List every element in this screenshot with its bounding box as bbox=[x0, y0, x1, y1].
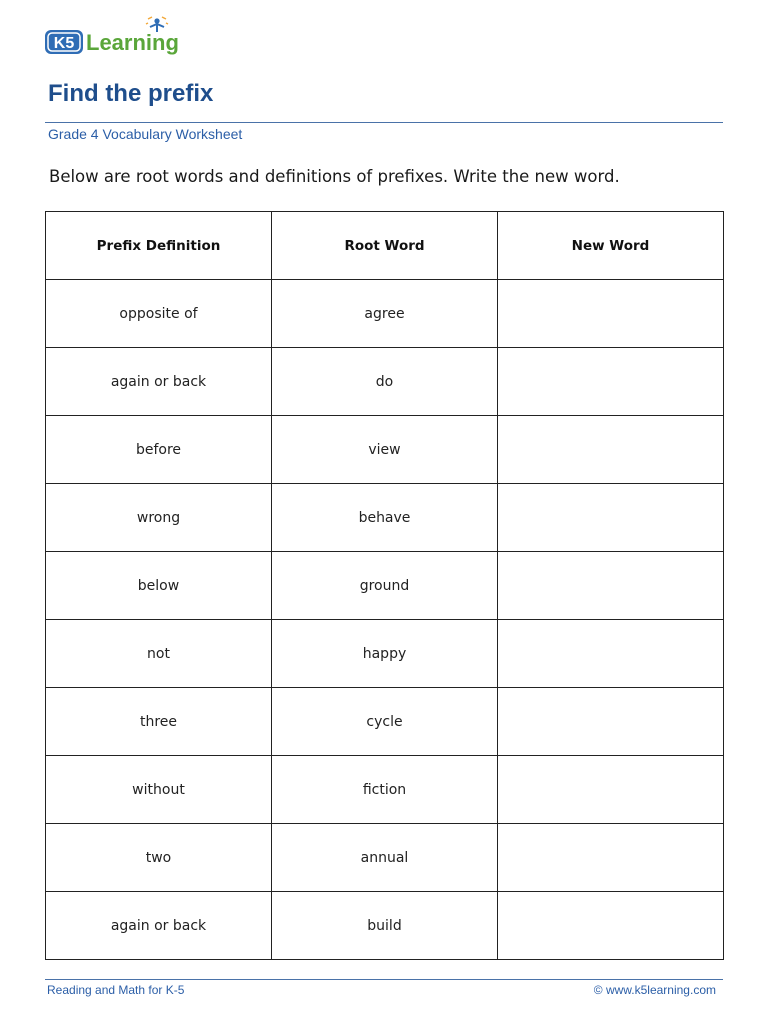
prefix-table bbox=[45, 211, 724, 960]
prefix-definition-cell: before bbox=[46, 416, 272, 484]
prefix-definition-cell: opposite of bbox=[46, 280, 272, 348]
prefix-definition-cell: again or back bbox=[46, 348, 272, 416]
root-word-cell: build bbox=[272, 892, 498, 960]
prefix-definition-cell: two bbox=[46, 824, 272, 892]
table-row bbox=[46, 892, 724, 960]
root-word-cell: ground bbox=[272, 552, 498, 620]
page-title: Find the prefix bbox=[48, 80, 214, 107]
prefix-definition-cell: again or back bbox=[46, 892, 272, 960]
prefix-definition-cell: three bbox=[46, 688, 272, 756]
column-header-root-word: Root Word bbox=[272, 212, 498, 280]
new-word-answer-cell[interactable] bbox=[498, 688, 724, 756]
new-word-answer-cell[interactable] bbox=[498, 484, 724, 552]
prefix-definition-cell: wrong bbox=[46, 484, 272, 552]
root-word-cell: happy bbox=[272, 620, 498, 688]
root-word-cell: cycle bbox=[272, 688, 498, 756]
svg-text:Learning: Learning bbox=[86, 30, 179, 55]
new-word-answer-cell[interactable] bbox=[498, 348, 724, 416]
new-word-answer-cell[interactable] bbox=[498, 280, 724, 348]
root-word-cell: behave bbox=[272, 484, 498, 552]
new-word-answer-cell[interactable] bbox=[498, 416, 724, 484]
table-row bbox=[46, 416, 724, 484]
k5-learning-logo bbox=[44, 14, 206, 60]
root-word-cell: do bbox=[272, 348, 498, 416]
prefix-definition-cell: not bbox=[46, 620, 272, 688]
new-word-answer-cell[interactable] bbox=[498, 620, 724, 688]
instructions-text: Below are root words and definitions of prefixes. Write the new word. bbox=[49, 167, 620, 186]
header-divider bbox=[45, 122, 723, 123]
column-header-new-word: New Word bbox=[498, 212, 724, 280]
new-word-answer-cell[interactable] bbox=[498, 892, 724, 960]
footer-tagline: Reading and Math for K-5 bbox=[47, 983, 185, 997]
table-row bbox=[46, 552, 724, 620]
prefix-definition-cell: without bbox=[46, 756, 272, 824]
root-word-cell: annual bbox=[272, 824, 498, 892]
table-row bbox=[46, 756, 724, 824]
new-word-answer-cell[interactable] bbox=[498, 824, 724, 892]
table-row bbox=[46, 688, 724, 756]
table-row bbox=[46, 484, 724, 552]
table-header-row bbox=[46, 212, 724, 280]
table-row bbox=[46, 824, 724, 892]
table-row bbox=[46, 348, 724, 416]
root-word-cell: fiction bbox=[272, 756, 498, 824]
root-word-cell: agree bbox=[272, 280, 498, 348]
column-header-prefix-definition: Prefix Definition bbox=[46, 212, 272, 280]
prefix-definition-cell: below bbox=[46, 552, 272, 620]
table-row bbox=[46, 620, 724, 688]
footer-divider bbox=[45, 979, 723, 980]
footer-website-link[interactable]: © www.k5learning.com bbox=[593, 983, 716, 997]
worksheet-subtitle: Grade 4 Vocabulary Worksheet bbox=[48, 126, 243, 142]
new-word-answer-cell[interactable] bbox=[498, 552, 724, 620]
root-word-cell: view bbox=[272, 416, 498, 484]
svg-text:K5: K5 bbox=[53, 35, 75, 52]
table-row bbox=[46, 280, 724, 348]
new-word-answer-cell[interactable] bbox=[498, 756, 724, 824]
